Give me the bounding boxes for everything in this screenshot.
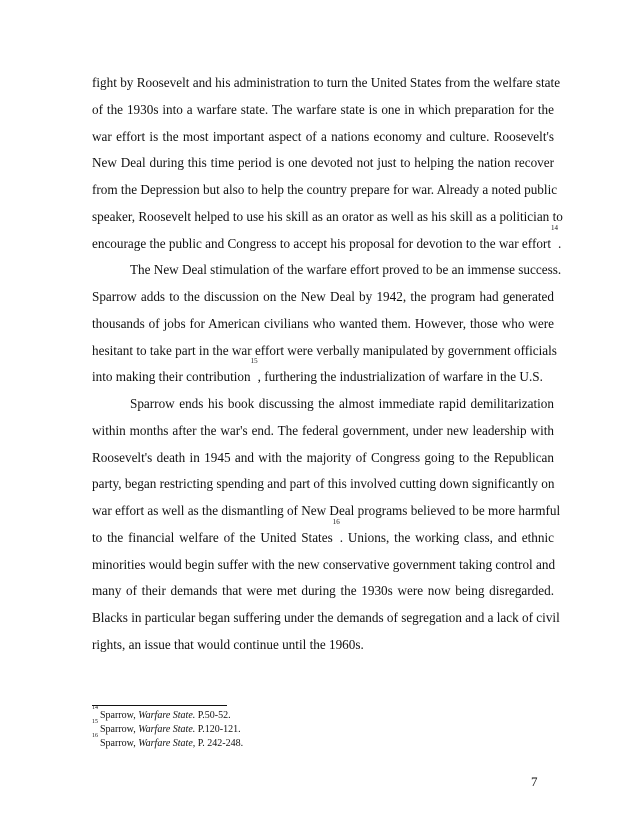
footnote [92, 719, 392, 737]
text-span: . [557, 235, 562, 251]
text-line: New Deal during this time period is one devoted not just to helping the nation recover [92, 155, 554, 171]
text-line: thousands of jobs for American civilians who wanted them. However, those who were [92, 315, 554, 331]
text-line: rights, an issue that would continue until the 1960s. [92, 636, 364, 652]
text-line: of the 1930s into a warfare state. The warfare state is one in which preparation for the [92, 101, 554, 117]
footnote-pages: P. 242-248. [197, 738, 244, 749]
text-line: hesitant to take part in the war effort were verbally manipulated by government officials [92, 342, 557, 358]
text-line: Blacks in particular began suffering under the demands of segregation and a lack of civil [92, 610, 560, 625]
footnote [92, 733, 392, 751]
footnote-pages: P.120-121. [197, 724, 241, 735]
text-line [92, 223, 562, 258]
body-text [92, 70, 563, 659]
text-span: into making their contribution [92, 369, 251, 385]
page-number: 7 [531, 774, 538, 789]
footnotes [92, 705, 392, 751]
footnote-title: Warfare State, [138, 738, 196, 749]
text-line: Roosevelt's death in 1945 and with the majority of Congress going to the Republican [92, 449, 554, 465]
footnote-ref: 15 [250, 357, 258, 366]
text-span: to the financial welfare of the United States [92, 529, 333, 545]
text-span: , furthering the industrialization of warfare in the U.S. [257, 369, 543, 385]
footnote-pages: P.50-52. [197, 710, 231, 721]
footnote-separator [92, 705, 227, 706]
text-line [92, 517, 554, 552]
text-line: from the Depression but also to help the country prepare for war. Already a noted public [92, 182, 558, 197]
footnote-ref: 14 [550, 223, 558, 232]
text-line: fight by Roosevelt and his administration to turn the United States from the welfare state [92, 75, 561, 90]
footnote-author: Sparrow, [100, 738, 136, 749]
text-line: party, began restricting spending and part of this involved cutting down significantly on [92, 476, 555, 492]
text-span: encourage the public and Congress to accept his proposal for devotion to the war effort [92, 235, 551, 251]
footnote-author: Sparrow, [100, 724, 136, 735]
text-line: Sparrow ends his book discussing the almost immediate rapid demilitarization [130, 396, 554, 411]
footnote-number: 15 [92, 719, 98, 725]
footnote-title: Warfare State. [138, 710, 196, 721]
footnote-author: Sparrow, [100, 710, 136, 721]
footnote-number: 14 [92, 705, 98, 711]
footnote [92, 705, 392, 723]
text-line: many of their demands that were met during the 1930s were now being disregarded. [92, 583, 554, 599]
text-line: war effort is the most important aspect of a nations economy and culture. Roosevelt's [92, 128, 554, 144]
footnote-number: 16 [92, 733, 98, 739]
text-line: The New Deal stimulation of the warfare effort proved to be an immense success. [130, 262, 562, 278]
text-line: minorities would begin suffer with the new conservative government taking control and [92, 556, 556, 572]
text-line: speaker, Roosevelt helped to use his skill as an orator as well as his skill as a politician to [92, 208, 563, 224]
text-span: . Unions, the working class, and ethnic [339, 529, 554, 545]
text-line [92, 357, 554, 391]
footnote-ref: 16 [332, 517, 340, 526]
text-line: Sparrow adds to the discussion on the New Deal by 1942, the program had generated [92, 289, 554, 304]
text-line: within months after the war's end. The federal government, under new leadership with [92, 422, 554, 438]
text-line: war effort as well as the dismantling of New Deal programs believed to be more harmful [92, 503, 561, 518]
footnote-title: Warfare State. [138, 724, 196, 735]
